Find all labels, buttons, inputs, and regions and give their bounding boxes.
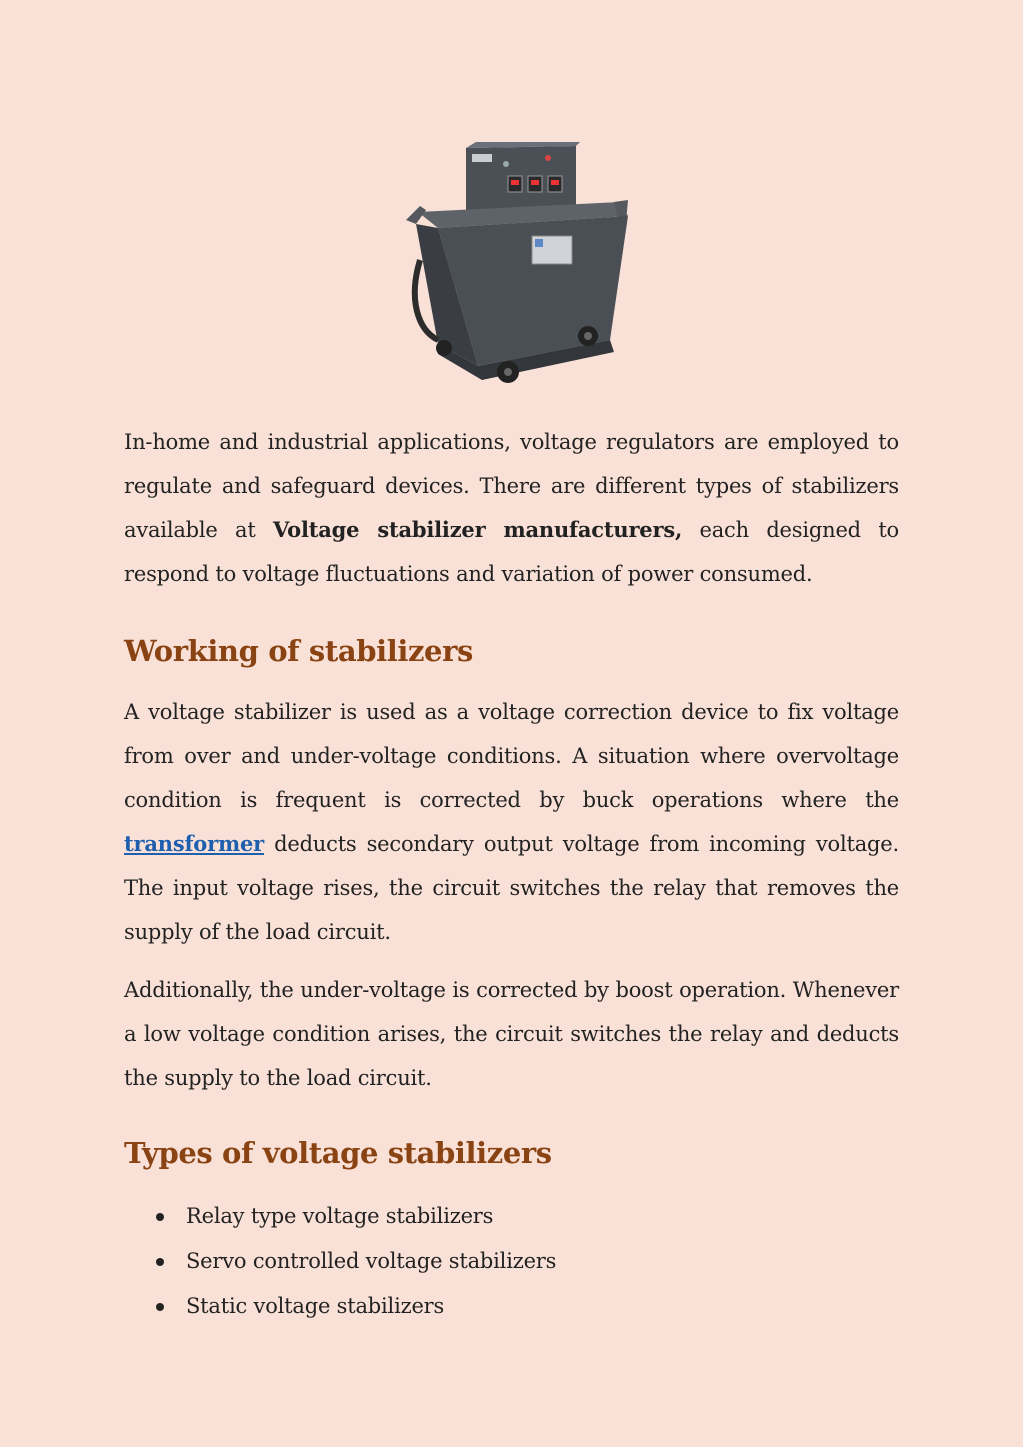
list-item [156, 1194, 899, 1239]
list-item-text: Servo controlled voltage stabilizers [186, 1249, 557, 1273]
working-text-end: deducts secondary output voltage from incoming voltage. The input voltage rises, the circuit switches the relay that removes the supply of the load circuit. [124, 832, 899, 944]
voltage-stabilizer-image [398, 140, 634, 386]
bullet-icon [156, 1213, 164, 1221]
bullet-icon [156, 1258, 164, 1266]
types-heading: Types of voltage stabilizers [124, 1136, 552, 1170]
bullet-icon [156, 1303, 164, 1311]
article-body [124, 420, 899, 1329]
list-item-text: Static voltage stabilizers [186, 1294, 445, 1318]
working-heading: Working of stabilizers [124, 634, 473, 668]
transformer-link[interactable]: transformer [124, 831, 265, 856]
working-paragraph-2: Additionally, the under-voltage is corrected by boost operation. Whenever a low voltage condition arises, the circuit switches the relay and deducts the supply to the load circuit. [124, 978, 899, 1090]
working-paragraph-1 [124, 690, 899, 954]
list-item-text: Relay type voltage stabilizers [186, 1204, 494, 1228]
working-text-start: A voltage stabilizer is used as a voltage correction device to fix voltage from over and under-voltage conditions. A situation where overvoltage condition is frequent is corrected by buck operations where the [124, 700, 899, 812]
list-item [156, 1239, 899, 1284]
intro-paragraph [124, 420, 899, 596]
types-list [124, 1194, 899, 1329]
manufacturers-bold: Voltage stabilizer manufacturers, [273, 517, 683, 542]
intro-text-end: each designed to respond to voltage fluctuations and variation of power consumed. [124, 518, 900, 586]
list-item [156, 1284, 899, 1329]
intro-text-start: In-home and industrial applications, voltage regulators are employed to regulate and safeguard devices. There are different types of stabilizers available at [124, 430, 899, 542]
